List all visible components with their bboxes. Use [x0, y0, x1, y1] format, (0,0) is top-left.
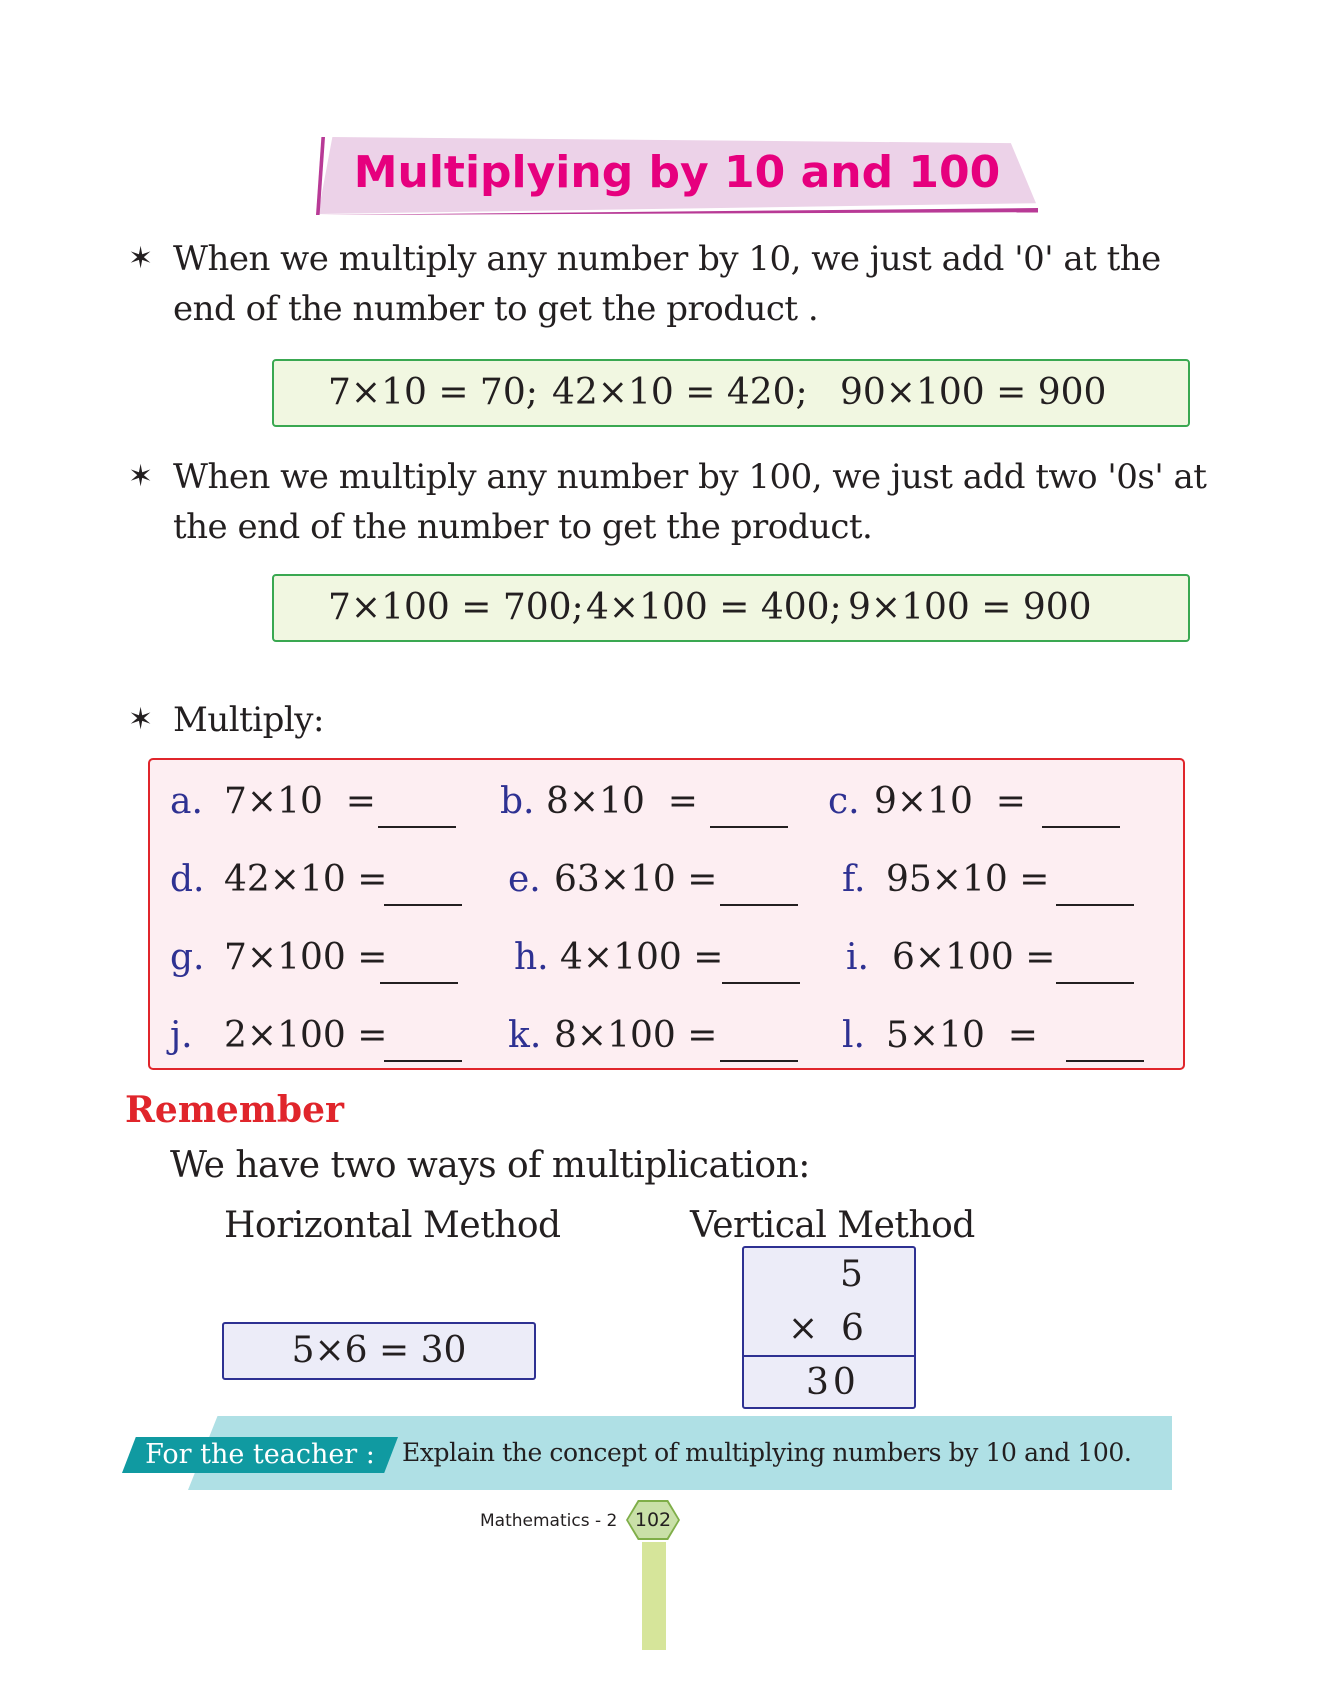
exercise-letter: h. [514, 937, 549, 978]
bullet-icon: ✶ [128, 702, 154, 737]
vertical-method-label: Vertical Method [690, 1205, 975, 1246]
answer-blank[interactable] [384, 904, 462, 906]
exercise-item-l [842, 1006, 1038, 1066]
bullet-icon: ✶ [128, 459, 154, 494]
exercise-item-k [508, 1006, 717, 1066]
vertical-method-box [742, 1246, 916, 1409]
horizontal-method-label: Horizontal Method [224, 1205, 561, 1246]
exercise-heading: Multiply: [173, 700, 324, 740]
vertical-multiplier: × 6 [788, 1308, 864, 1349]
horizontal-equation: 5×6 = 30 [291, 1330, 467, 1371]
remember-heading: Remember [125, 1089, 344, 1131]
exercise-item-j [170, 1006, 387, 1066]
exercise-letter: k. [508, 1015, 542, 1056]
exercise-item-g [170, 928, 387, 988]
example-equation: 42×10 = 420; [552, 372, 808, 413]
vertical-divider [744, 1355, 914, 1357]
answer-blank[interactable] [1056, 904, 1134, 906]
section1-examples-box [272, 359, 1190, 427]
exercise-letter: b. [500, 781, 535, 822]
page-title: Multiplying by 10 and 100 [353, 147, 1001, 198]
exercise-box [148, 758, 1185, 1070]
answer-blank[interactable] [384, 1060, 462, 1062]
example-equation: 7×100 = 700; [328, 587, 584, 628]
exercise-expression: 42×10 = [224, 859, 388, 900]
exercise-letter: f. [842, 859, 866, 900]
vertical-multiplicand: 5 [840, 1254, 863, 1295]
exercise-item-h [514, 928, 723, 988]
exercise-expression: 7×100 = [224, 937, 388, 978]
section2-text: When we multiply any number by 100, we just add two '0s' at the end of the number to get the product. [173, 457, 1207, 547]
bullet-icon: ✶ [128, 241, 154, 276]
exercise-item-c [828, 772, 1026, 832]
answer-blank[interactable] [378, 826, 456, 828]
exercise-expression: 4×100 = [560, 937, 724, 978]
answer-blank[interactable] [1066, 1060, 1144, 1062]
horizontal-method-box [222, 1322, 536, 1380]
exercise-item-a [170, 772, 376, 832]
section2-examples-box [272, 574, 1190, 642]
teacher-tag-label: For the teacher : [145, 1439, 375, 1470]
exercise-expression: 8×100 = [554, 1015, 718, 1056]
exercise-expression: 95×10 = [886, 859, 1050, 900]
exercise-letter: c. [828, 781, 860, 822]
exercise-letter: d. [170, 859, 205, 900]
exercise-letter: i. [846, 937, 869, 978]
answer-blank[interactable] [720, 1060, 798, 1062]
remember-intro: We have two ways of multiplication: [170, 1145, 810, 1186]
exercise-item-d [170, 850, 387, 910]
example-equation: 4×100 = 400; [586, 587, 842, 628]
exercise-letter: g. [170, 937, 205, 978]
answer-blank[interactable] [1042, 826, 1120, 828]
exercise-expression: 8×10 = [546, 781, 698, 822]
answer-blank[interactable] [720, 904, 798, 906]
page-marker-bar [642, 1542, 666, 1650]
exercise-letter: l. [842, 1015, 865, 1056]
page-number: 102 [634, 1509, 672, 1531]
section1-text: When we multiply any number by 10, we just add '0' at the end of the number to get the product . [173, 239, 1161, 329]
exercise-expression: 9×10 = [874, 781, 1026, 822]
exercise-item-b [500, 772, 698, 832]
vertical-result: 30 [806, 1362, 860, 1403]
answer-blank[interactable] [710, 826, 788, 828]
answer-blank[interactable] [1056, 982, 1134, 984]
example-equation: 9×100 = 900 [848, 587, 1092, 628]
exercise-expression: 2×100 = [224, 1015, 388, 1056]
example-equation: 7×10 = 70; [328, 372, 538, 413]
exercise-expression: 7×10 = [224, 781, 376, 822]
answer-blank[interactable] [380, 982, 458, 984]
exercise-expression: 63×10 = [554, 859, 718, 900]
example-equation: 90×100 = 900 [840, 372, 1107, 413]
exercise-letter: a. [170, 781, 203, 822]
exercise-letter: e. [508, 859, 541, 900]
teacher-note: Explain the concept of multiplying numbers by 10 and 100. [402, 1438, 1132, 1467]
answer-blank[interactable] [722, 982, 800, 984]
footer-book-title: Mathematics - 2 [480, 1511, 618, 1531]
exercise-item-f [842, 850, 1049, 910]
exercise-item-i [846, 928, 1055, 988]
exercise-item-e [508, 850, 717, 910]
exercise-expression: 6×100 = [892, 937, 1056, 978]
exercise-letter: j. [170, 1015, 193, 1056]
exercise-expression: 5×10 = [886, 1015, 1038, 1056]
